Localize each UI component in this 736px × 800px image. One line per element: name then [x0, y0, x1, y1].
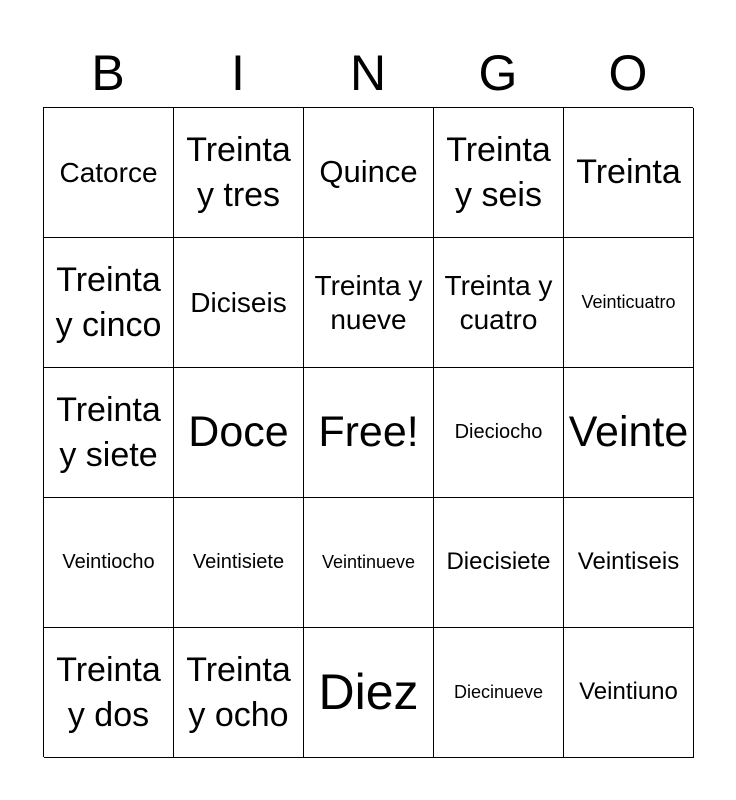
header-letter-n: N — [349, 45, 387, 101]
bingo-header — [43, 40, 693, 106]
header-letter-o: O — [608, 45, 648, 101]
bingo-cell[interactable]: Treinta y tres — [174, 108, 304, 238]
bingo-cell[interactable]: Treinta y seis — [434, 108, 564, 238]
bingo-cell[interactable]: Veintiseis — [564, 498, 694, 628]
bingo-cell[interactable]: Treinta y ocho — [174, 628, 304, 758]
bingo-cell[interactable]: Dieciocho — [434, 368, 564, 498]
bingo-cell[interactable]: Treinta y siete — [44, 368, 174, 498]
bingo-cell[interactable]: Diecinueve — [434, 628, 564, 758]
header-letter-i: I — [231, 45, 245, 101]
bingo-cell[interactable]: Veinte — [564, 368, 694, 498]
bingo-cell[interactable]: Treinta y cinco — [44, 238, 174, 368]
bingo-cell[interactable]: Treinta y nueve — [304, 238, 434, 368]
bingo-cell[interactable]: Free! — [304, 368, 434, 498]
bingo-cell[interactable]: Veintisiete — [174, 498, 304, 628]
bingo-cell[interactable]: Diciseis — [174, 238, 304, 368]
bingo-cell[interactable]: Treinta y cuatro — [434, 238, 564, 368]
bingo-cell[interactable]: Catorce — [44, 108, 174, 238]
bingo-cell[interactable]: Treinta — [564, 108, 694, 238]
bingo-board — [43, 107, 693, 757]
bingo-cell[interactable]: Veintiocho — [44, 498, 174, 628]
header-letter-b: B — [91, 45, 125, 101]
bingo-cell[interactable]: Veintiuno — [564, 628, 694, 758]
bingo-cell[interactable]: Diez — [304, 628, 434, 758]
bingo-cell[interactable]: Quince — [304, 108, 434, 238]
bingo-cell[interactable]: Doce — [174, 368, 304, 498]
bingo-cell[interactable]: Treinta y dos — [44, 628, 174, 758]
bingo-cell[interactable]: Veinticuatro — [564, 238, 694, 368]
header-letter-g: G — [478, 45, 518, 101]
bingo-cell[interactable]: Veintinueve — [304, 498, 434, 628]
bingo-cell[interactable]: Diecisiete — [434, 498, 564, 628]
